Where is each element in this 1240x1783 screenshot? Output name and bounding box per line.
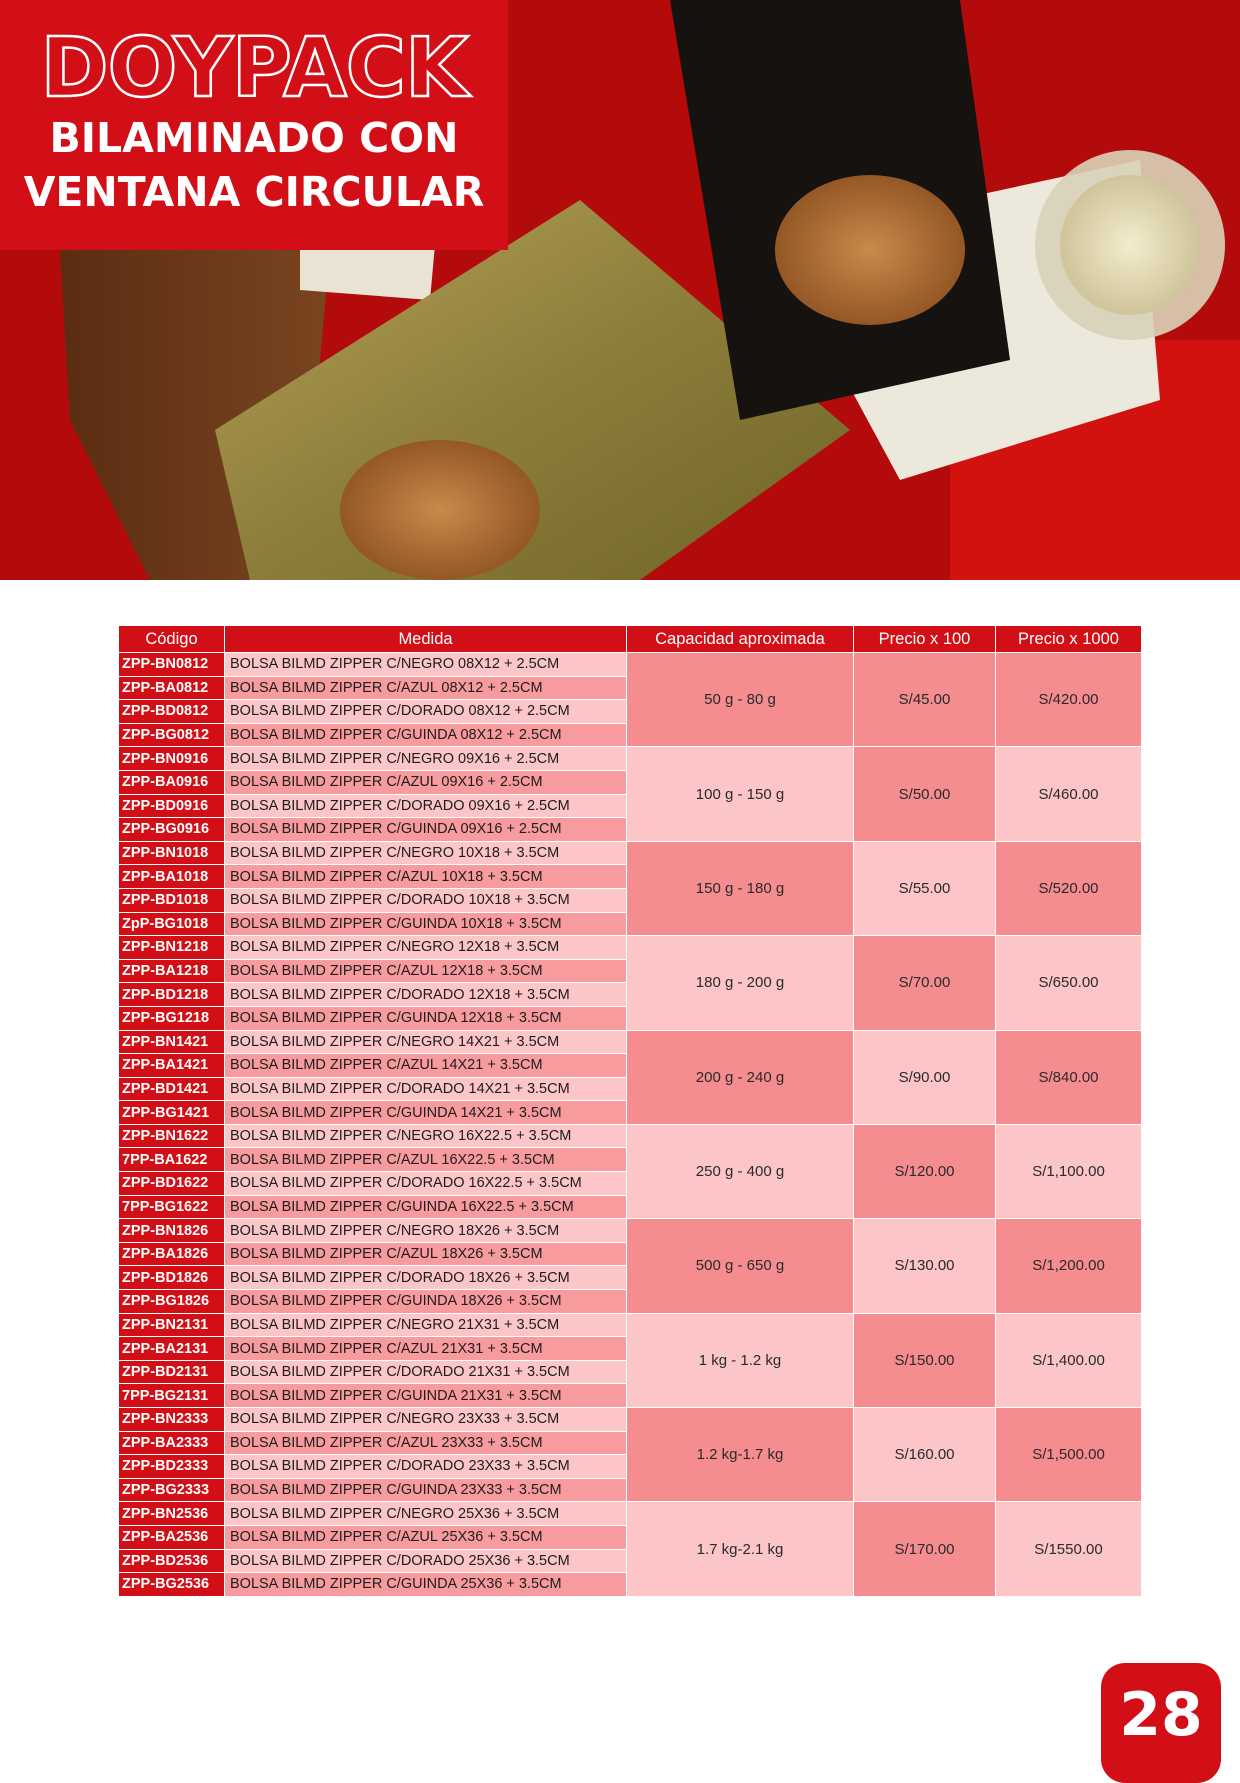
cell-medida: BOLSA BILMD ZIPPER C/AZUL 12X18 + 3.5CM xyxy=(225,959,627,983)
table-row xyxy=(119,1502,1142,1526)
cell-medida: BOLSA BILMD ZIPPER C/DORADO 10X18 + 3.5CM xyxy=(225,888,627,912)
cell-codigo: ZPP-BD1826 xyxy=(119,1266,225,1290)
cell-medida: BOLSA BILMD ZIPPER C/DORADO 14X21 + 3.5CM xyxy=(225,1077,627,1101)
cell-codigo: ZPP-BN1622 xyxy=(119,1124,225,1148)
cell-codigo: ZPP-BA0916 xyxy=(119,770,225,794)
cell-medida: BOLSA BILMD ZIPPER C/GUINDA 14X21 + 3.5CM xyxy=(225,1101,627,1125)
cell-medida: BOLSA BILMD ZIPPER C/DORADO 09X16 + 2.5CM xyxy=(225,794,627,818)
cell-precio-100: S/160.00 xyxy=(854,1408,996,1502)
cell-codigo: ZPP-BN0916 xyxy=(119,747,225,771)
cell-codigo: ZPP-BA0812 xyxy=(119,676,225,700)
table-header-row xyxy=(119,626,1142,653)
cell-codigo: ZPP-BA2333 xyxy=(119,1431,225,1455)
table-row xyxy=(119,653,1142,677)
cell-medida: BOLSA BILMD ZIPPER C/AZUL 14X21 + 3.5CM xyxy=(225,1054,627,1078)
cell-codigo: ZPP-BG1826 xyxy=(119,1290,225,1314)
cell-codigo: ZPP-BD2333 xyxy=(119,1455,225,1479)
cell-codigo: ZPP-BA2131 xyxy=(119,1337,225,1361)
cell-medida: BOLSA BILMD ZIPPER C/NEGRO 25X36 + 3.5CM xyxy=(225,1502,627,1526)
cell-medida: BOLSA BILMD ZIPPER C/NEGRO 08X12 + 2.5CM xyxy=(225,653,627,677)
cell-medida: BOLSA BILMD ZIPPER C/NEGRO 16X22.5 + 3.5CM xyxy=(225,1124,627,1148)
cell-codigo: ZPP-BD0812 xyxy=(119,700,225,724)
cell-precio-1000: S/420.00 xyxy=(996,653,1142,747)
header-capacidad: Capacidad aproximada xyxy=(627,626,854,653)
table-row xyxy=(119,747,1142,771)
cell-codigo: ZPP-BA2536 xyxy=(119,1525,225,1549)
cell-codigo: ZPP-BG0916 xyxy=(119,818,225,842)
table-row xyxy=(119,1030,1142,1054)
cell-codigo: ZPP-BD1018 xyxy=(119,888,225,912)
page-subtitle-line2: VENTANA CIRCULAR xyxy=(23,168,485,216)
cell-capacidad: 200 g - 240 g xyxy=(627,1030,854,1124)
cell-medida: BOLSA BILMD ZIPPER C/GUINDA 21X31 + 3.5CM xyxy=(225,1384,627,1408)
cell-codigo: ZpP-BG1018 xyxy=(119,912,225,936)
cell-medida: BOLSA BILMD ZIPPER C/AZUL 18X26 + 3.5CM xyxy=(225,1242,627,1266)
cell-codigo: ZPP-BG1421 xyxy=(119,1101,225,1125)
cell-precio-100: S/130.00 xyxy=(854,1219,996,1313)
cell-medida: BOLSA BILMD ZIPPER C/AZUL 09X16 + 2.5CM xyxy=(225,770,627,794)
cell-precio-1000: S/1,200.00 xyxy=(996,1219,1142,1313)
cell-medida: BOLSA BILMD ZIPPER C/AZUL 23X33 + 3.5CM xyxy=(225,1431,627,1455)
cell-capacidad: 180 g - 200 g xyxy=(627,936,854,1030)
table-row xyxy=(119,1124,1142,1148)
cell-codigo: ZPP-BN1421 xyxy=(119,1030,225,1054)
cell-codigo: ZPP-BN1218 xyxy=(119,936,225,960)
table-row xyxy=(119,1313,1142,1337)
cell-medida: BOLSA BILMD ZIPPER C/DORADO 16X22.5 + 3.5CM xyxy=(225,1172,627,1196)
cell-precio-100: S/120.00 xyxy=(854,1124,996,1218)
cell-codigo: ZPP-BN2536 xyxy=(119,1502,225,1526)
cell-medida: BOLSA BILMD ZIPPER C/GUINDA 08X12 + 2.5CM xyxy=(225,723,627,747)
cell-precio-1000: S/840.00 xyxy=(996,1030,1142,1124)
cell-medida: BOLSA BILMD ZIPPER C/NEGRO 14X21 + 3.5CM xyxy=(225,1030,627,1054)
cell-precio-1000: S/520.00 xyxy=(996,841,1142,935)
cell-medida: BOLSA BILMD ZIPPER C/AZUL 21X31 + 3.5CM xyxy=(225,1337,627,1361)
cell-capacidad: 50 g - 80 g xyxy=(627,653,854,747)
cell-precio-1000: S/460.00 xyxy=(996,747,1142,841)
cell-medida: BOLSA BILMD ZIPPER C/AZUL 16X22.5 + 3.5CM xyxy=(225,1148,627,1172)
cell-medida: BOLSA BILMD ZIPPER C/AZUL 25X36 + 3.5CM xyxy=(225,1525,627,1549)
cell-codigo: ZPP-BA1826 xyxy=(119,1242,225,1266)
cell-codigo: ZPP-BN1018 xyxy=(119,841,225,865)
cell-precio-100: S/150.00 xyxy=(854,1313,996,1407)
cell-codigo: ZPP-BN1826 xyxy=(119,1219,225,1243)
table-row xyxy=(119,1219,1142,1243)
cell-codigo: 7PP-BG1622 xyxy=(119,1195,225,1219)
cell-codigo: ZPP-BN2333 xyxy=(119,1408,225,1432)
cell-medida: BOLSA BILMD ZIPPER C/NEGRO 18X26 + 3.5CM xyxy=(225,1219,627,1243)
table-row xyxy=(119,936,1142,960)
cell-codigo: ZPP-BD1622 xyxy=(119,1172,225,1196)
cell-medida: BOLSA BILMD ZIPPER C/GUINDA 18X26 + 3.5CM xyxy=(225,1290,627,1314)
cell-codigo: ZPP-BA1218 xyxy=(119,959,225,983)
cell-medida: BOLSA BILMD ZIPPER C/GUINDA 25X36 + 3.5CM xyxy=(225,1573,627,1597)
cell-precio-1000: S/1,400.00 xyxy=(996,1313,1142,1407)
cell-medida: BOLSA BILMD ZIPPER C/NEGRO 10X18 + 3.5CM xyxy=(225,841,627,865)
cell-codigo: ZPP-BD1421 xyxy=(119,1077,225,1101)
cell-medida: BOLSA BILMD ZIPPER C/AZUL 08X12 + 2.5CM xyxy=(225,676,627,700)
cell-medida: BOLSA BILMD ZIPPER C/DORADO 08X12 + 2.5CM xyxy=(225,700,627,724)
cell-codigo: ZPP-BD2131 xyxy=(119,1360,225,1384)
cell-codigo: ZPP-BN0812 xyxy=(119,653,225,677)
cell-medida: BOLSA BILMD ZIPPER C/GUINDA 23X33 + 3.5CM xyxy=(225,1478,627,1502)
cell-precio-100: S/90.00 xyxy=(854,1030,996,1124)
cell-medida: BOLSA BILMD ZIPPER C/NEGRO 23X33 + 3.5CM xyxy=(225,1408,627,1432)
cell-capacidad: 1.7 kg-2.1 kg xyxy=(627,1502,854,1596)
cell-codigo: ZPP-BG0812 xyxy=(119,723,225,747)
cell-capacidad: 500 g - 650 g xyxy=(627,1219,854,1313)
cell-medida: BOLSA BILMD ZIPPER C/NEGRO 12X18 + 3.5CM xyxy=(225,936,627,960)
cell-codigo: ZPP-BG2536 xyxy=(119,1573,225,1597)
cell-capacidad: 150 g - 180 g xyxy=(627,841,854,935)
cell-codigo: ZPP-BN2131 xyxy=(119,1313,225,1337)
cell-medida: BOLSA BILMD ZIPPER C/DORADO 12X18 + 3.5CM xyxy=(225,983,627,1007)
cell-medida: BOLSA BILMD ZIPPER C/NEGRO 21X31 + 3.5CM xyxy=(225,1313,627,1337)
cell-precio-100: S/50.00 xyxy=(854,747,996,841)
cell-codigo: ZPP-BG2333 xyxy=(119,1478,225,1502)
cell-capacidad: 100 g - 150 g xyxy=(627,747,854,841)
cell-precio-100: S/45.00 xyxy=(854,653,996,747)
cell-medida: BOLSA BILMD ZIPPER C/GUINDA 12X18 + 3.5CM xyxy=(225,1006,627,1030)
cell-precio-1000: S/1550.00 xyxy=(996,1502,1142,1596)
cell-capacidad: 1.2 kg-1.7 kg xyxy=(627,1408,854,1502)
header-codigo: Código xyxy=(119,626,225,653)
cell-precio-100: S/55.00 xyxy=(854,841,996,935)
cell-codigo: 7PP-BA1622 xyxy=(119,1148,225,1172)
cell-medida: BOLSA BILMD ZIPPER C/DORADO 25X36 + 3.5CM xyxy=(225,1549,627,1573)
cell-medida: BOLSA BILMD ZIPPER C/NEGRO 09X16 + 2.5CM xyxy=(225,747,627,771)
page-number: 28 xyxy=(1101,1663,1221,1783)
cell-medida: BOLSA BILMD ZIPPER C/GUINDA 16X22.5 + 3.5CM xyxy=(225,1195,627,1219)
cell-medida: BOLSA BILMD ZIPPER C/DORADO 21X31 + 3.5CM xyxy=(225,1360,627,1384)
cell-codigo: ZPP-BA1421 xyxy=(119,1054,225,1078)
table-row xyxy=(119,1408,1142,1432)
cell-codigo: ZPP-BA1018 xyxy=(119,865,225,889)
header-medida: Medida xyxy=(225,626,627,653)
table-body xyxy=(119,653,1142,1597)
cell-medida: BOLSA BILMD ZIPPER C/GUINDA 09X16 + 2.5CM xyxy=(225,818,627,842)
cell-capacidad: 250 g - 400 g xyxy=(627,1124,854,1218)
page-title: DOYPACK xyxy=(40,21,468,116)
cell-precio-1000: S/650.00 xyxy=(996,936,1142,1030)
cell-medida: BOLSA BILMD ZIPPER C/DORADO 18X26 + 3.5CM xyxy=(225,1266,627,1290)
cell-precio-100: S/170.00 xyxy=(854,1502,996,1596)
cell-codigo: ZPP-BD1218 xyxy=(119,983,225,1007)
price-table-container xyxy=(118,625,1142,1597)
cell-medida: BOLSA BILMD ZIPPER C/GUINDA 10X18 + 3.5CM xyxy=(225,912,627,936)
cell-precio-1000: S/1,500.00 xyxy=(996,1408,1142,1502)
cell-codigo: ZPP-BD2536 xyxy=(119,1549,225,1573)
page-subtitle-line1: BILAMINADO CON xyxy=(49,114,459,162)
cell-medida: BOLSA BILMD ZIPPER C/AZUL 10X18 + 3.5CM xyxy=(225,865,627,889)
cell-medida: BOLSA BILMD ZIPPER C/DORADO 23X33 + 3.5CM xyxy=(225,1455,627,1479)
cell-codigo: ZPP-BD0916 xyxy=(119,794,225,818)
hero-photo xyxy=(0,0,1240,580)
header-precio-1000: Precio x 1000 xyxy=(996,626,1142,653)
price-table xyxy=(118,625,1142,1597)
cell-codigo: ZPP-BG1218 xyxy=(119,1006,225,1030)
table-row xyxy=(119,841,1142,865)
cell-codigo: 7PP-BG2131 xyxy=(119,1384,225,1408)
cell-precio-1000: S/1,100.00 xyxy=(996,1124,1142,1218)
header-precio-100: Precio x 100 xyxy=(854,626,996,653)
cell-capacidad: 1 kg - 1.2 kg xyxy=(627,1313,854,1407)
title-banner xyxy=(0,0,508,250)
cell-precio-100: S/70.00 xyxy=(854,936,996,1030)
